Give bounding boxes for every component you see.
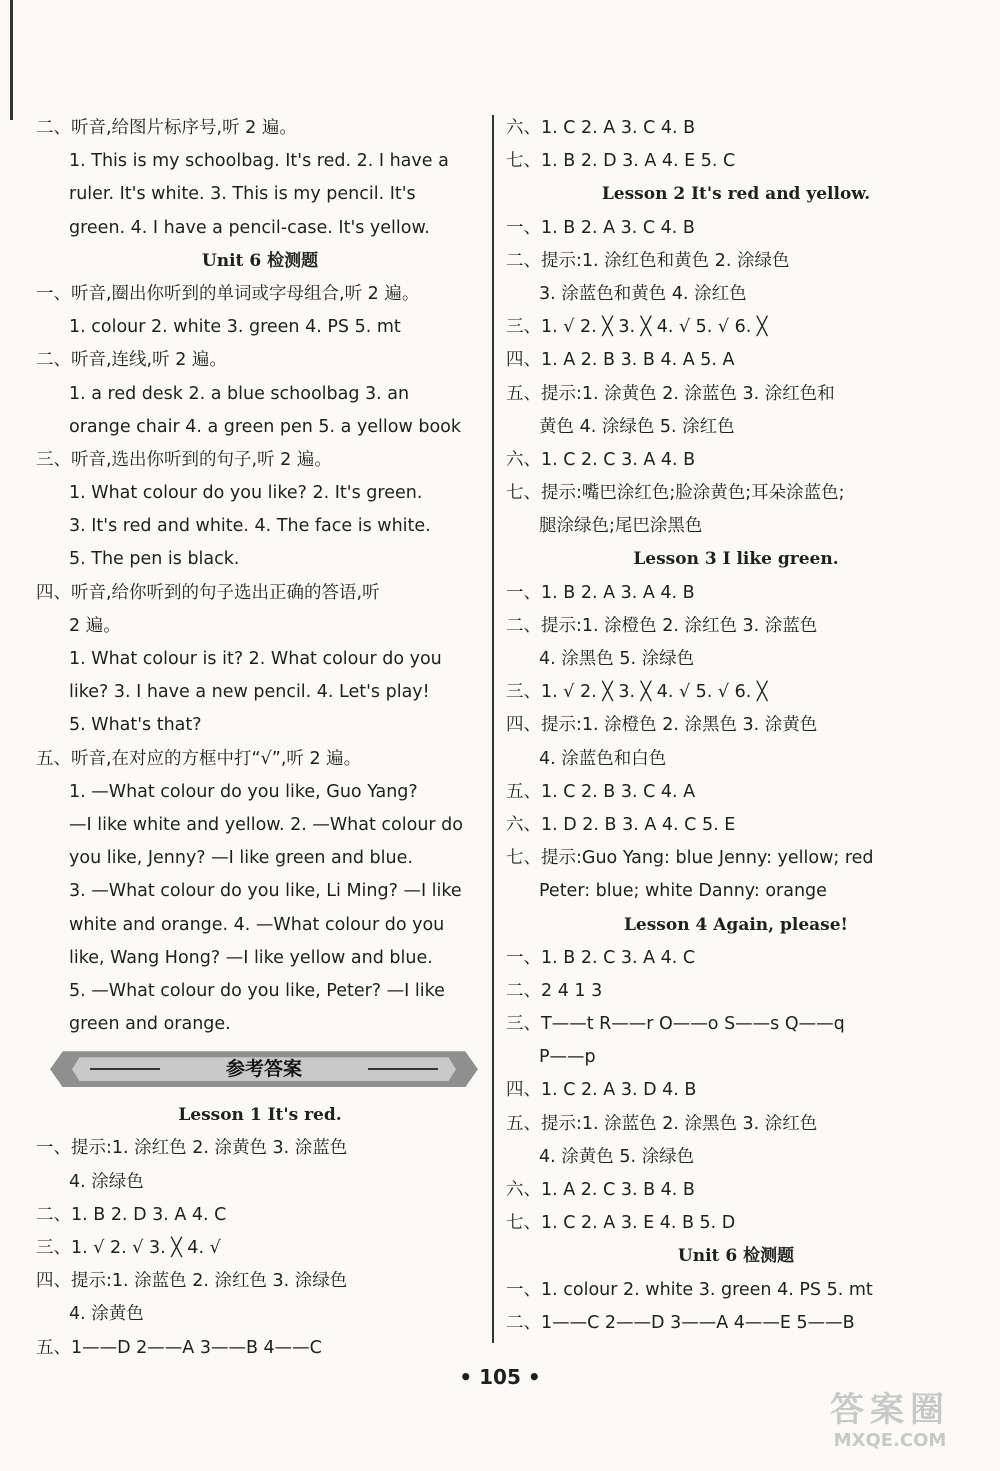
answer-line: 2 遍。 <box>69 615 121 636</box>
question-line: 三、1. √ 2. √ 3. ╳ 4. √ <box>36 1238 221 1258</box>
answer-line: 腿涂绿色;尾巴涂黑色 <box>539 516 703 537</box>
watermark-text: 答案圈 <box>830 1390 950 1430</box>
answer-line: 1. What colour do you like? 2. It's green. <box>69 483 423 504</box>
right-column <box>506 112 966 1340</box>
question-line: 一、1. colour 2. white 3. green 4. PS 5. mt <box>506 1279 873 1300</box>
answer-line: white and orange. 4. —What colour do you <box>69 914 445 935</box>
question-line: 六、1. C 2. C 3. A 4. B <box>506 449 696 470</box>
question-line: 五、提示:1. 涂蓝色 2. 涂黑色 3. 涂红色 <box>506 1113 818 1134</box>
page-edge-mark <box>10 0 13 120</box>
answer-line: 1. —What colour do you like, Guo Yang? <box>69 781 418 802</box>
answer-line: 3. It's red and white. 4. The face is white. <box>69 516 431 537</box>
watermark-logo <box>800 1390 980 1460</box>
question-line: 二、提示:1. 涂橙色 2. 涂红色 3. 涂蓝色 <box>506 615 818 636</box>
watermark-url: MXQE.COM <box>833 1430 947 1451</box>
section-heading: Lesson 4 Again, please! <box>623 914 849 935</box>
question-line: 一、1. B 2. A 3. C 4. B <box>506 217 695 238</box>
question-line: 五、1——D 2——A 3——B 4——C <box>36 1337 322 1358</box>
column-divider <box>492 115 494 1343</box>
question-line: 四、1. C 2. A 3. D 4. B <box>506 1080 697 1101</box>
answer-line: 4. 涂黑色 5. 涂绿色 <box>539 649 695 669</box>
answer-line: 1. This is my schoolbag. It's red. 2. I have a <box>69 151 449 172</box>
question-line: 二、听音,连线,听 2 遍。 <box>36 350 227 371</box>
answer-line: 4. 涂绿色 <box>69 1171 144 1192</box>
question-line: 五、提示:1. 涂黄色 2. 涂蓝色 3. 涂红色和 <box>506 383 835 404</box>
answer-line: 黄色 4. 涂绿色 5. 涂红色 <box>539 416 735 437</box>
section-heading: Unit 6 检测题 <box>201 250 319 271</box>
question-line: 二、1. B 2. D 3. A 4. C <box>36 1204 227 1225</box>
answer-line: orange chair 4. a green pen 5. a yellow book <box>69 416 462 437</box>
answer-line: you like, Jenny? —I like green and blue. <box>69 848 413 869</box>
question-line: 七、1. C 2. A 3. E 4. B 5. D <box>506 1213 736 1234</box>
section-heading: Lesson 1 It's red. <box>178 1105 342 1126</box>
question-line: 一、听音,圈出你听到的单词或字母组合,听 2 遍。 <box>36 283 420 304</box>
question-line: 二、2 4 1 3 <box>506 980 603 1001</box>
answer-line: ruler. It's white. 3. This is my pencil. It's <box>69 184 416 205</box>
question-line: 四、提示:1. 涂蓝色 2. 涂红色 3. 涂绿色 <box>36 1271 348 1292</box>
question-line: 七、提示:Guo Yang: blue Jenny: yellow; red <box>506 848 874 869</box>
question-line: 四、1. A 2. B 3. B 4. A 5. A <box>506 350 735 371</box>
answer-line: —I like white and yellow. 2. —What colour do <box>69 814 463 835</box>
answer-line: 4. 涂蓝色和白色 <box>539 748 667 769</box>
answer-line: 5. —What colour do you like, Peter? —I like <box>69 980 445 1001</box>
question-line: 六、1. D 2. B 3. A 4. C 5. E <box>506 814 736 835</box>
answer-line: 1. a red desk 2. a blue schoolbag 3. an <box>69 383 410 404</box>
question-line: 三、1. √ 2. ╳ 3. ╳ 4. √ 5. √ 6. ╳ <box>506 682 768 703</box>
question-line: 二、提示:1. 涂红色和黄色 2. 涂绿色 <box>506 250 790 271</box>
question-line: 三、听音,选出你听到的句子,听 2 遍。 <box>36 449 332 470</box>
question-line: 一、1. B 2. A 3. A 4. B <box>506 582 695 603</box>
answer-line: 5. The pen is black. <box>69 549 240 570</box>
question-line: 三、1. √ 2. ╳ 3. ╳ 4. √ 5. √ 6. ╳ <box>506 317 768 338</box>
question-line: 三、T——t R——r O——o S——s Q——q <box>506 1014 845 1035</box>
answer-line: 3. 涂蓝色和黄色 4. 涂红色 <box>539 283 747 304</box>
answer-line: Peter: blue; white Danny: orange <box>539 881 827 902</box>
banner-title: 参考答案 <box>225 1058 302 1081</box>
question-line: 五、听音,在对应的方框中打“√”,听 2 遍。 <box>36 748 362 769</box>
question-line: 二、听音,给图片标序号,听 2 遍。 <box>36 118 297 138</box>
answer-line: green and orange. <box>69 1014 231 1035</box>
section-heading: Unit 6 检测题 <box>677 1246 795 1267</box>
answer-line: 1. What colour is it? 2. What colour do you <box>69 649 442 669</box>
answer-line: 5. What's that? <box>69 715 202 736</box>
question-line: 四、听音,给你听到的句子选出正确的答语,听 <box>36 582 380 603</box>
question-line: 五、1. C 2. B 3. C 4. A <box>506 781 696 802</box>
answer-line: like? 3. I have a new pencil. 4. Let's play! <box>69 682 430 703</box>
section-heading: Lesson 3 I like green. <box>633 549 839 570</box>
answer-line: green. 4. I have a pencil-case. It's yellow. <box>69 217 430 238</box>
question-line: 六、1. A 2. C 3. B 4. B <box>506 1180 695 1200</box>
question-line: 七、提示:嘴巴涂红色;脸涂黄色;耳朵涂蓝色; <box>506 483 845 504</box>
answer-line: 4. 涂黄色 5. 涂绿色 <box>539 1146 695 1167</box>
page-number: • 105 • <box>459 1365 541 1389</box>
answer-line: like, Wang Hong? —I like yellow and blue. <box>69 947 433 968</box>
question-line: 四、提示:1. 涂橙色 2. 涂黑色 3. 涂黄色 <box>506 715 818 736</box>
answer-line: 4. 涂黄色 <box>69 1304 144 1325</box>
question-line: 一、1. B 2. C 3. A 4. C <box>506 947 696 968</box>
answer-line: 1. colour 2. white 3. green 4. PS 5. mt <box>69 317 401 338</box>
answer-banner <box>50 1047 478 1093</box>
question-line: 一、提示:1. 涂红色 2. 涂黄色 3. 涂蓝色 <box>36 1138 348 1159</box>
question-line: 二、1——C 2——D 3——A 4——E 5——B <box>506 1312 855 1333</box>
question-line: 七、1. B 2. D 3. A 4. E 5. C <box>506 151 736 172</box>
left-column <box>36 112 484 1365</box>
answer-line: 3. —What colour do you like, Li Ming? —I like <box>69 881 462 902</box>
question-line: 六、1. C 2. A 3. C 4. B <box>506 118 696 138</box>
section-heading: Lesson 2 It's red and yellow. <box>601 184 871 205</box>
answer-line: P——p <box>539 1047 596 1068</box>
